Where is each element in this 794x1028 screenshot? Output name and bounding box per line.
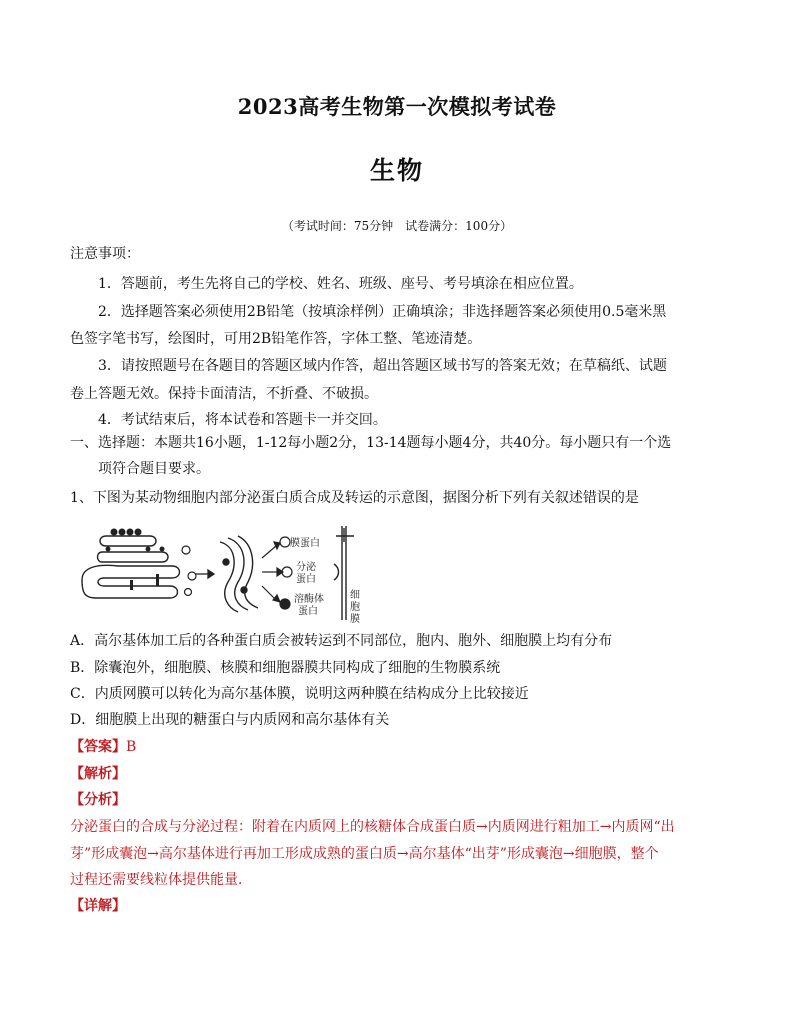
- label-cell-membrane-2: 胞: [350, 602, 360, 613]
- notice-item: 卷上答题无效。保持卡面清洁，不折叠、不破损。: [70, 386, 378, 402]
- option-d: D．细胞膜上出现的糖蛋白与内质网和高尔基体有关: [70, 712, 390, 728]
- protein-transport-diagram: [78, 522, 368, 624]
- option-b: B．除囊泡外，细胞膜、核膜和细胞器膜共同构成了细胞的生物膜系统: [70, 660, 501, 676]
- label-membrane-protein: 膜蛋白: [290, 538, 320, 549]
- question-stem: 1、下图为某动物细胞内部分泌蛋白质合成及转运的示意图，据图分析下列有关叙述错误的是: [70, 490, 639, 506]
- explanation-line: 芽”形成囊泡→高尔基体进行再加工形成成熟的蛋白质→高尔基体“出芽”形成囊泡→细胞膜，整个: [70, 846, 659, 862]
- fenxi-label: 【分析】: [70, 792, 126, 808]
- notice-item: 1．答题前，考生先将自己的学校、姓名、班级、座号、考号填涂在相应位置。: [98, 276, 583, 292]
- notice-heading: 注意事项：: [70, 246, 140, 262]
- answer-line: [70, 737, 136, 757]
- option-a: A．高尔基体加工后的各种蛋白质会被转运到不同部位，胞内、胞外、细胞膜上均有分布: [70, 633, 613, 649]
- answer-label: 【答案】: [70, 739, 126, 755]
- notice-item: 色签字笔书写，绘图时，可用2B铅笔作答，字体工整、笔迹清楚。: [70, 331, 482, 347]
- explanation-line: 分泌蛋白的合成与分泌过程：附着在内质网上的核糖体合成蛋白质→内质网进行粗加工→内质网“出: [70, 819, 675, 835]
- golgi-apparatus: [220, 536, 258, 612]
- detail-label: 【详解】: [70, 898, 126, 914]
- label-secretory-protein-2: 蛋白: [296, 574, 316, 585]
- vesicles: [182, 546, 196, 596]
- answer-value: B: [126, 739, 137, 755]
- label-cell-membrane-1: 细: [350, 590, 360, 601]
- analysis-label: 【解析】: [70, 766, 126, 782]
- explanation-line: 过程还需要线粒体提供能量．: [70, 872, 252, 888]
- page-title: 2023高考生物第一次模拟考试卷: [237, 94, 557, 119]
- label-lysosome-protein-2: 蛋白: [298, 606, 318, 617]
- notice-item: 3．请按照题号在各题目的答题区域内作答，超出答题区域书写的答案无效；在草稿纸、试题: [98, 358, 667, 374]
- section-heading-cont: 项符合题目要求。: [98, 461, 210, 477]
- notice-item: 4．考试结束后，将本试卷和答题卡一并交回。: [98, 412, 387, 428]
- ribosomes: [106, 529, 165, 591]
- label-secretory-protein-1: 分泌: [296, 562, 316, 573]
- notice-item: 2．选择题答案必须使用2B铅笔（按填涂样例）正确填涂；非选择题答案必须使用0.5毫米黑: [98, 304, 667, 320]
- label-lysosome-protein-1: 溶酶体: [294, 594, 324, 605]
- transport-arrow: [196, 570, 214, 578]
- exam-info: （考试时间：75分钟 试卷满分：100分）: [281, 219, 513, 233]
- label-cell-membrane-3: 膜: [350, 614, 360, 624]
- option-c: C．内质网膜可以转化为高尔基体膜，说明这两种膜在结构成分上比较接近: [70, 686, 529, 702]
- subject-heading: 生物: [369, 156, 424, 185]
- section-heading: 一、选择题：本题共16小题，1-12每小题2分，13-14题每小题4分，共40分。每小题只有一个选: [70, 435, 672, 451]
- sorting-arrows: [262, 542, 283, 602]
